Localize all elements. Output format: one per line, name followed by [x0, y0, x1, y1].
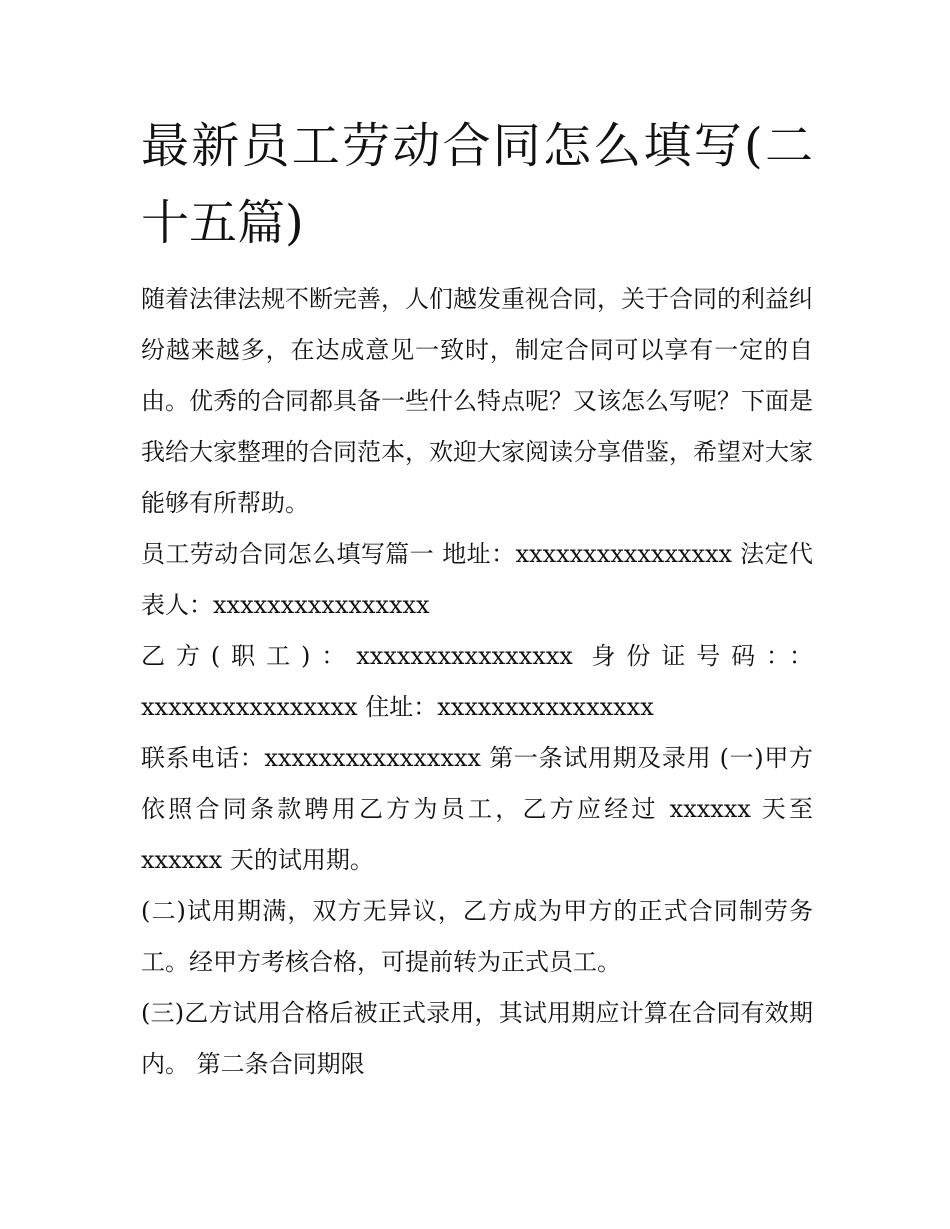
employer-info-paragraph: 员工劳动合同怎么填写篇一 地址：xxxxxxxxxxxxxxxx 法定代表人：xxxxxxxxxxxxxxxx: [141, 540, 813, 619]
document-content: [141, 108, 813, 1090]
employee-info-paragraph: 乙方(职工)：xxxxxxxxxxxxxxxx 身份证号码：：xxxxxxxxxxxxxxxx 住址：xxxxxxxxxxxxxxxx: [141, 642, 813, 721]
intro-paragraph: 随着法律法规不断完善，人们越发重视合同，关于合同的利益纠纷越来越多，在达成意见一致时，制定合同可以享有一定的自由。优秀的合同都具备一些什么特点呢？又该怎么写呢？下面是我给大家整理的合同范本，欢迎大家阅读分享借鉴，希望对大家能够有所帮助。: [141, 285, 813, 517]
probation-clause-1: 联系电话：xxxxxxxxxxxxxxxx 第一条试用期及录用 (一)甲方依照合同条款聘用乙方为员工，乙方应经过 xxxxxx 天至 xxxxxx 天的试用期。: [141, 744, 813, 874]
document-title: 最新员工劳动合同怎么填写(二十五篇): [141, 118, 813, 251]
probation-clause-3: (三)乙方试用合格后被正式录用，其试用期应计算在合同有效期内。 第二条合同期限: [141, 999, 813, 1078]
document-body: [141, 274, 813, 1090]
probation-clause-2: (二)试用期满，双方无异议，乙方成为甲方的正式合同制劳务工。经甲方考核合格，可提前转为正式员工。: [141, 897, 813, 976]
